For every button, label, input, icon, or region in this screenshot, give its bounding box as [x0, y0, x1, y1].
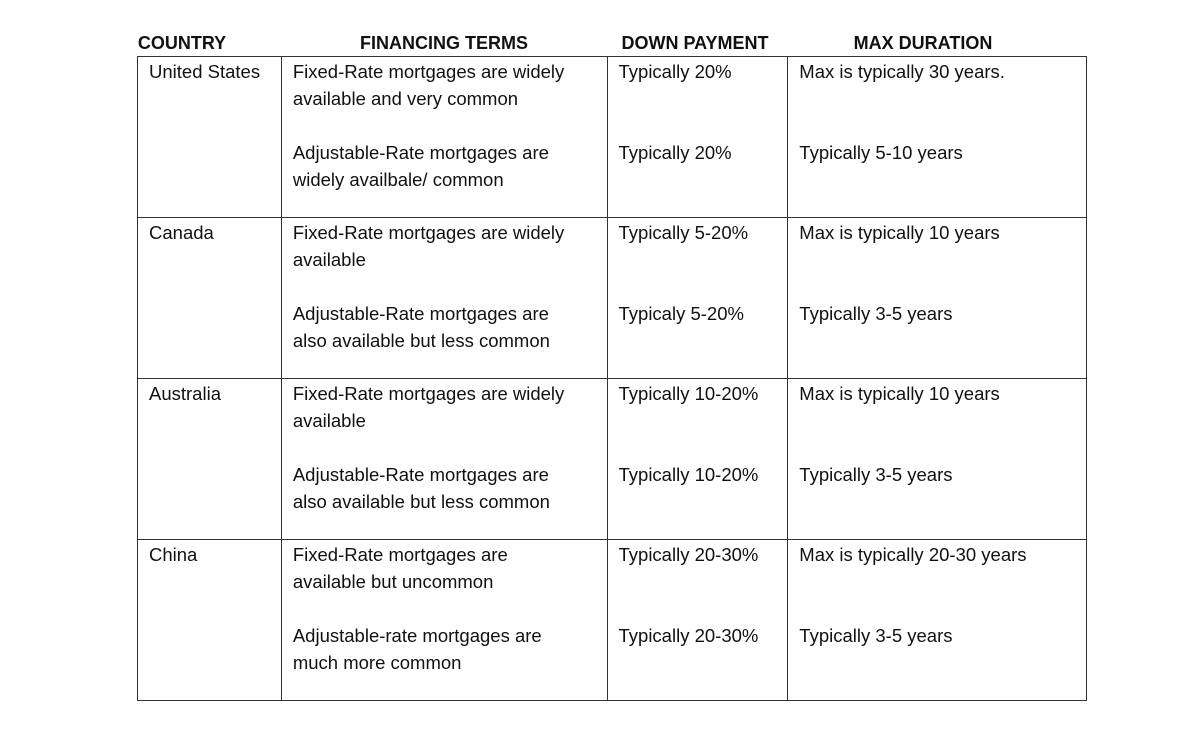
max-duration-cell-text: Max is typically 30 years.: [799, 61, 1005, 82]
down-payment-cell: [607, 218, 788, 379]
max-duration-cell: [788, 379, 1087, 540]
max-duration-cell-text: Typically 3-5 years: [799, 625, 953, 646]
max-duration-cell-text: Typically 3-5 years: [799, 464, 953, 485]
financing-terms-cell: [281, 540, 607, 701]
header-max-duration: MAX DURATION: [853, 33, 993, 53]
down-payment-cell-text: Typically 10-20%: [618, 383, 759, 404]
table-row: [138, 379, 1087, 540]
down-payment-cell-text: Typically 5-20%: [618, 222, 749, 243]
country-cell: [138, 379, 282, 540]
country-cell: [138, 218, 282, 379]
max-duration-cell: [788, 218, 1087, 379]
header-down-payment: DOWN PAYMENT: [621, 33, 769, 53]
down-payment-cell-text: Typicaly 5-20%: [618, 303, 744, 324]
max-duration-cell-text: Max is typically 10 years: [799, 222, 1000, 243]
country-cell: [138, 57, 282, 218]
financing-terms-cell-text: Fixed-Rate mortgages are widely available and very common: [292, 61, 565, 109]
financing-terms-cell-text: Fixed-Rate mortgages are available but uncommon: [292, 544, 508, 592]
max-duration-cell: [788, 57, 1087, 218]
max-duration-cell-text: Max is typically 10 years: [799, 383, 1000, 404]
down-payment-cell-text: Typically 20%: [618, 61, 732, 82]
financing-terms-cell-text: Adjustable-Rate mortgages are also available but less common: [292, 303, 550, 351]
max-duration-cell-text: Max is typically 20-30 years: [799, 544, 1027, 565]
financing-terms-cell-text: Adjustable-rate mortgages are much more common: [292, 625, 542, 673]
header-country: COUNTRY: [137, 33, 227, 53]
mortgage-comparison-table: [137, 56, 1087, 701]
down-payment-cell-text: Typically 20-30%: [618, 625, 759, 646]
financing-terms-cell: [281, 379, 607, 540]
financing-terms-cell-text: Fixed-Rate mortgages are widely available: [292, 383, 565, 431]
country-cell-text: China: [149, 544, 198, 565]
down-payment-cell: [607, 379, 788, 540]
financing-terms-cell: [281, 218, 607, 379]
financing-terms-cell: [281, 57, 607, 218]
table-row: [138, 218, 1087, 379]
max-duration-cell-text: Typically 5-10 years: [799, 142, 963, 163]
down-payment-cell: [607, 57, 788, 218]
country-cell-text: United States: [149, 61, 261, 82]
down-payment-cell: [607, 540, 788, 701]
table-row: [138, 540, 1087, 701]
down-payment-cell-text: Typically 20%: [618, 142, 732, 163]
table-row: [138, 57, 1087, 218]
financing-terms-cell-text: Fixed-Rate mortgages are widely available: [292, 222, 565, 270]
header-financing-terms: FINANCING TERMS: [360, 33, 528, 53]
down-payment-cell-text: Typically 10-20%: [618, 464, 759, 485]
max-duration-cell: [788, 540, 1087, 701]
financing-terms-cell-text: Adjustable-Rate mortgages are widely availbale/ common: [292, 142, 549, 190]
financing-terms-cell-text: Adjustable-Rate mortgages are also available but less common: [292, 464, 550, 512]
country-cell: [138, 540, 282, 701]
country-cell-text: Canada: [149, 222, 214, 243]
max-duration-cell-text: Typically 3-5 years: [799, 303, 953, 324]
down-payment-cell-text: Typically 20-30%: [618, 544, 759, 565]
country-cell-text: Australia: [149, 383, 221, 404]
